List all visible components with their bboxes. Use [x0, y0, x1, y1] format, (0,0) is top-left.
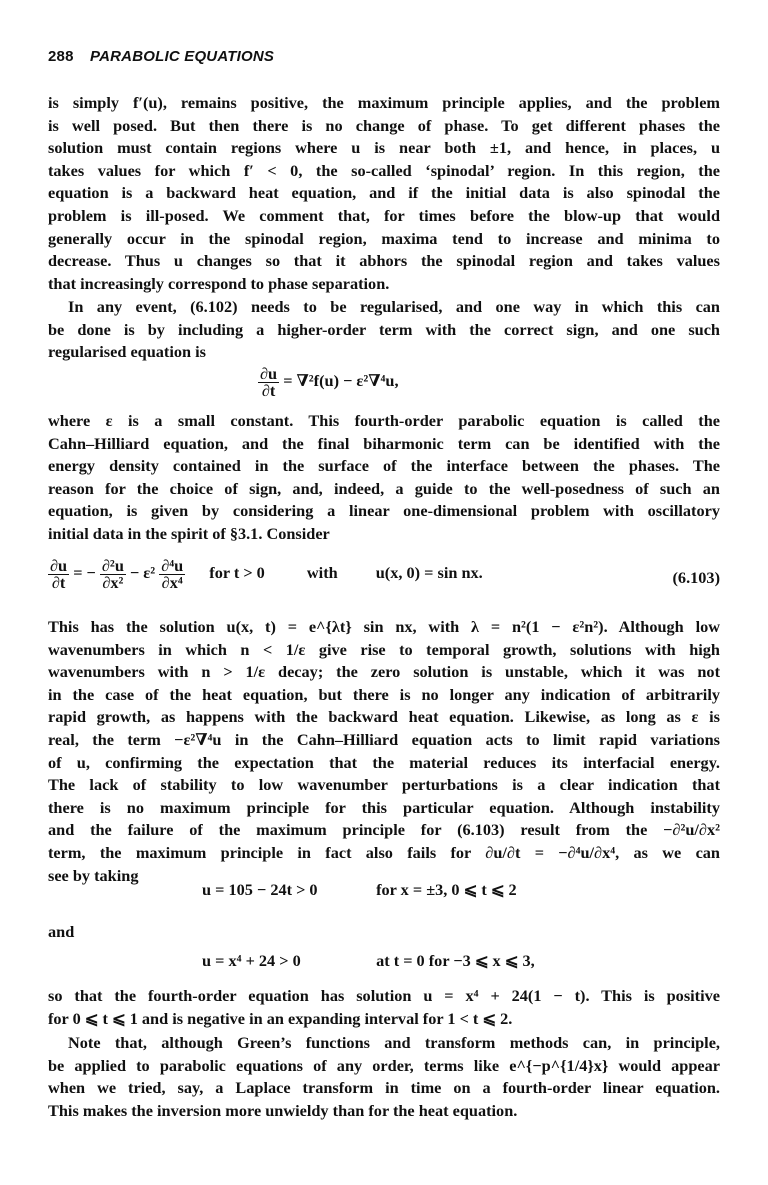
paragraph-5 — [48, 985, 720, 1030]
paragraph-1 — [48, 92, 720, 295]
running-header — [48, 48, 274, 65]
paragraph-2 — [48, 296, 720, 364]
text-line: energy density contained in the surface of the interface between the phases. The — [48, 456, 720, 476]
equation-lhs: u = 105 − 24t > 0 — [202, 880, 318, 899]
text-line: be applied to parabolic equations of any order, terms like e^{−p^{1/4}x} would appear — [48, 1055, 720, 1075]
text-line: rapid growth, as happens with the backward heat equation. Likewise, as long as ε is — [48, 707, 720, 727]
text-line: equation, is given by considering a linear one-dimensional problem with oscillatory — [48, 501, 720, 521]
equation-6-103 — [48, 558, 720, 591]
text-line: of u, confirming the expectation that the material reduces its interfacial energy. — [48, 752, 720, 772]
equation-rhs: for x = ±3, 0 ⩽ t ⩽ 2 — [376, 880, 517, 899]
text-line: see by taking — [48, 865, 139, 885]
denominator: ∂t — [261, 381, 276, 400]
paragraph-4 — [48, 616, 720, 887]
text-line: In any event, (6.102) needs to be regularised, and one way in which this can — [68, 297, 720, 316]
operator: − ε² — [129, 563, 160, 583]
text-line: so that the fourth-order equation has solution u = x⁴ + 24(1 − t). This is positive — [48, 986, 720, 1005]
text-line: is well posed. But then there is no change of phase. To get different phases the — [48, 115, 720, 135]
text-line: equation is a backward heat equation, and if the initial data is also spinodal the — [48, 183, 720, 203]
text-line: This has the solution u(x, t) = e^{λt} sin nx, with λ = n²(1 − ε²n²). Although low — [48, 617, 720, 636]
page-number: 288 — [48, 48, 74, 65]
text-line: initial data in the spirit of §3.1. Consider — [48, 523, 330, 543]
fraction — [159, 558, 185, 591]
equation-initial — [202, 951, 535, 971]
equation-lhs: u = x⁴ + 24 > 0 — [202, 951, 301, 970]
fraction — [100, 558, 126, 591]
denominator: ∂t — [51, 573, 66, 592]
equation-boundary — [202, 880, 517, 900]
paragraph-3 — [48, 410, 720, 546]
text-line: Cahn–Hilliard equation, and the final biharmonic term can be identified with the — [48, 433, 720, 453]
text-line: Note that, although Green’s functions and transform methods can, in principle, — [68, 1033, 720, 1052]
text-line: term, the maximum principle in fact also fails for ∂u/∂t = −∂⁴u/∂x⁴, as we can — [48, 842, 720, 862]
equation-rhs: = ∇²f(u) − ε²∇⁴u, — [283, 371, 399, 391]
text-line: regularised equation is — [48, 342, 207, 362]
text-line: is simply f′(u), remains positive, the maximum principle applies, and the problem — [48, 93, 720, 112]
text-line: reason for the choice of sign, and, indeed, a guide to the well-posedness of such an — [48, 478, 720, 498]
text-line: there is no maximum principle for this particular equation. Although instability — [48, 797, 720, 817]
equation-cahn-hilliard — [258, 366, 399, 399]
text-line: when we tried, say, a Laplace transform in time on a fourth-order linear equation. — [48, 1078, 720, 1098]
numerator: ∂⁴u — [161, 556, 184, 575]
equation-condition: for t > 0 — [209, 563, 265, 583]
text-line: and the failure of the maximum principle for (6.103) result from the −∂²u/∂x² — [48, 820, 720, 840]
equation-with: with — [306, 563, 338, 583]
denominator: ∂x² — [102, 573, 124, 592]
fraction — [48, 558, 69, 591]
numerator: ∂²u — [101, 556, 124, 575]
running-title: PARABOLIC EQUATIONS — [90, 48, 275, 65]
paragraph-6 — [48, 1032, 720, 1122]
text-line: be done is by including a higher-order term with the correct sign, and one such — [48, 319, 720, 339]
denominator: ∂x⁴ — [161, 573, 183, 592]
text-line: decrease. Thus u changes so that it abhors the spinodal region and takes values — [48, 251, 720, 271]
text-line: for 0 ⩽ t ⩽ 1 and is negative in an expanding interval for 1 < t ⩽ 2. — [48, 1008, 513, 1028]
text-line: The lack of stability to low wavenumber perturbations is a clear indication that — [48, 775, 720, 795]
text-line: wavenumbers in which n < 1/ε give rise to temporal growth, solutions with high — [48, 639, 720, 659]
equation-rhs: at t = 0 for −3 ⩽ x ⩽ 3, — [376, 951, 535, 970]
text-line: problem is ill-posed. We comment that, for times before the blow-up that would — [48, 205, 720, 225]
operator: = − — [73, 563, 100, 583]
and-word: and — [48, 922, 75, 941]
text-line: solution must contain regions where u is near both ±1, and hence, in places, u — [48, 138, 720, 158]
text-line: where ε is a small constant. This fourth-order parabolic equation is called the — [48, 411, 720, 430]
text-line: generally occur in the spinodal region, maxima tend to increase and minima to — [48, 228, 720, 248]
fraction — [258, 366, 279, 399]
text-line: This makes the inversion more unwieldy than for the heat equation. — [48, 1100, 518, 1120]
numerator: ∂u — [260, 364, 278, 383]
text-line: real, the term −ε²∇⁴u in the Cahn–Hilliard equation acts to limit rapid variations — [48, 729, 720, 749]
numerator: ∂u — [50, 556, 68, 575]
equation-number: (6.103) — [672, 568, 720, 587]
initial-condition: u(x, 0) = sin nx. — [375, 563, 483, 583]
text-line: wavenumbers with n > 1/ε decay; the zero solution is unstable, which it was not — [48, 662, 720, 682]
text-line: in the case of the heat equation, but there is no longer any indication of arbitrarily — [48, 684, 720, 704]
text-line: that increasingly correspond to phase separation. — [48, 273, 390, 293]
text-line: takes values for which f′ < 0, the so-called ‘spinodal’ region. In this region, the — [48, 160, 720, 180]
